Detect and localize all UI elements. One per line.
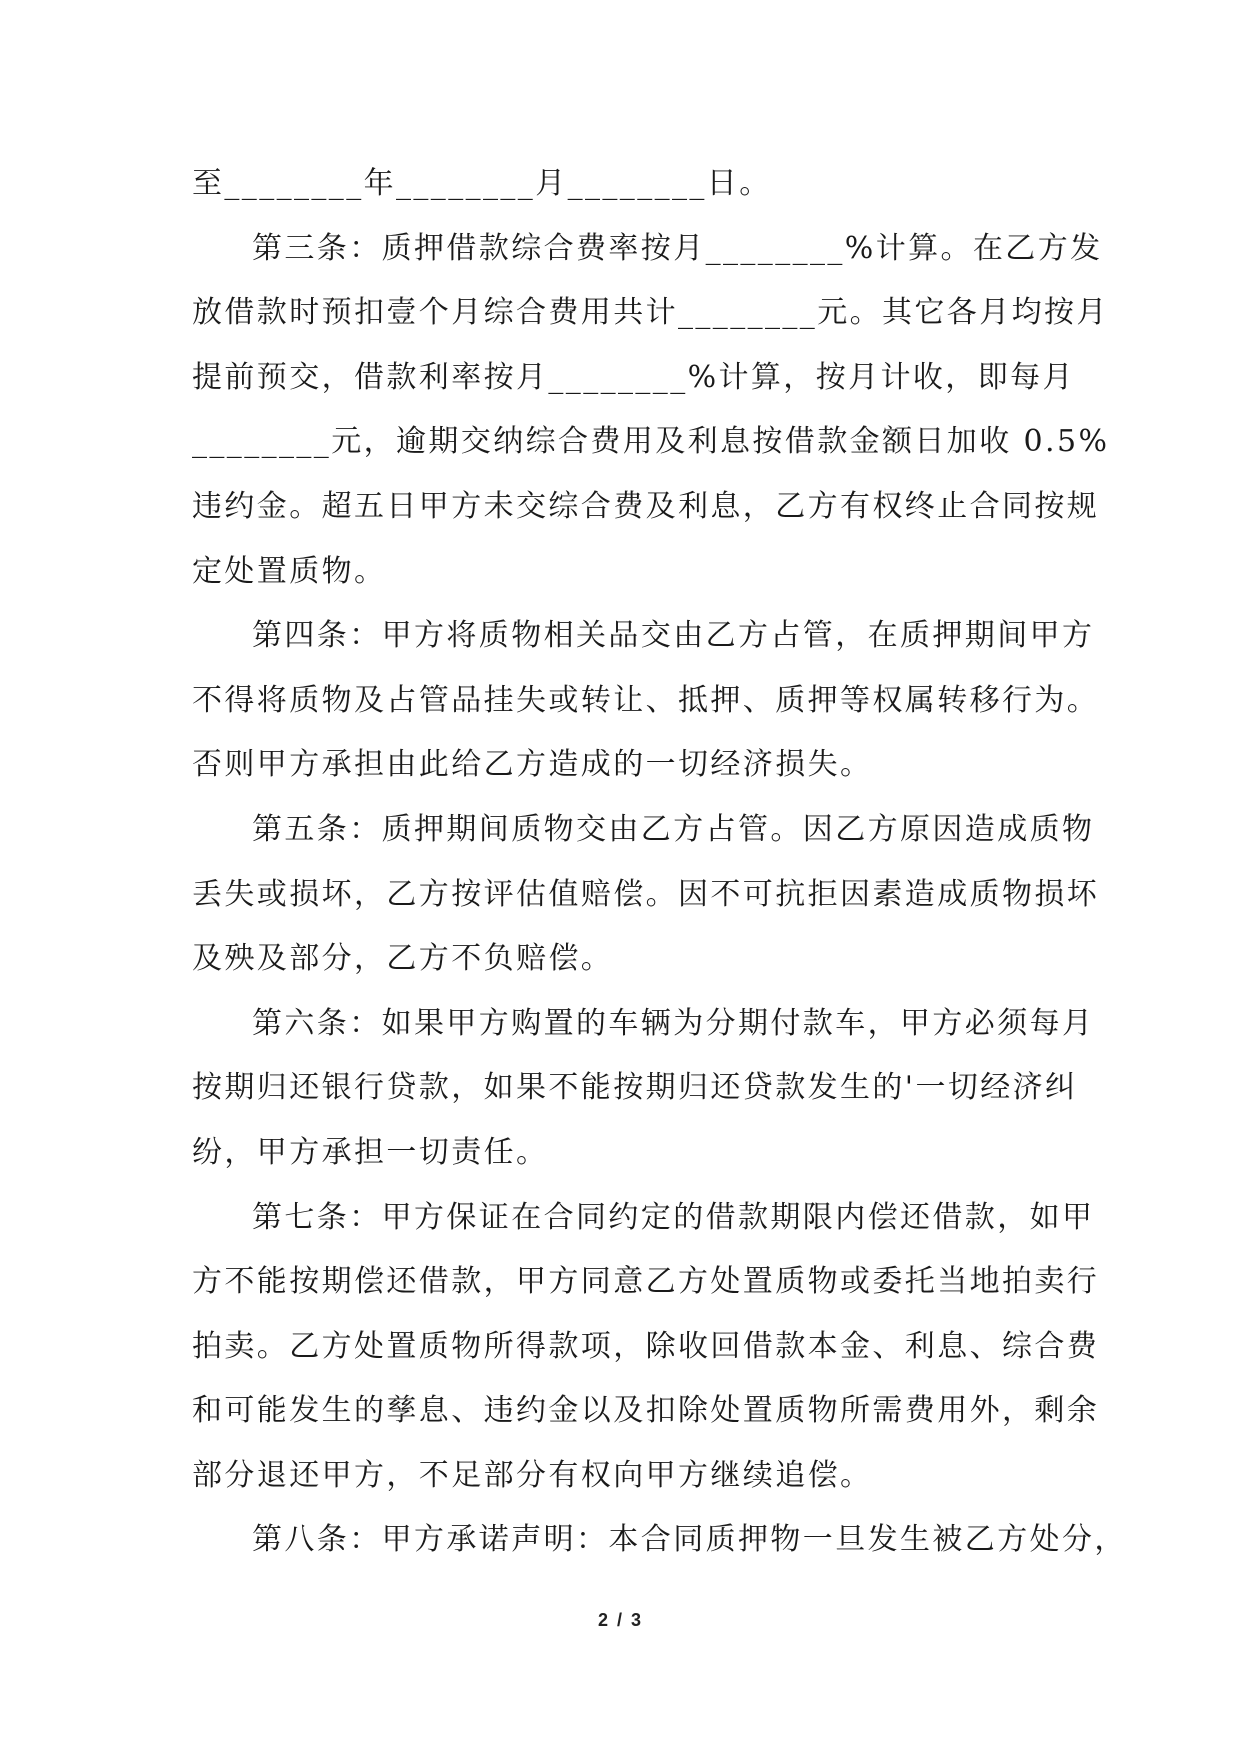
- text-line-article-8: 第八条：甲方承诺声明：本合同质押物一旦发生被乙方处分，: [252, 1522, 1127, 1558]
- text-line: 方不能按期偿还借款，甲方同意乙方处置质物或委托当地拍卖行: [192, 1264, 1100, 1300]
- text-line: 纷，甲方承担一切责任。: [192, 1134, 549, 1170]
- text-line-article-3: 第三条：质押借款综合费率按月________%计算。在乙方发: [252, 230, 1103, 266]
- text-line: 不得将质物及占管品挂失或转让、抵押、质押等权属转移行为。: [192, 682, 1100, 718]
- text-line: 违约金。超五日甲方未交综合费及利息，乙方有权终止合同按规: [192, 488, 1100, 524]
- document-body: [192, 152, 1127, 1573]
- text-line: 及殃及部分，乙方不负赔偿。: [192, 941, 614, 977]
- text-line: 部分退还甲方，不足部分有权向甲方继续追偿。: [192, 1457, 873, 1493]
- text-line: 丢失或损坏，乙方按评估值赔偿。因不可抗拒因素造成质物损坏: [192, 876, 1100, 912]
- text-line: 定处置质物。: [192, 553, 387, 589]
- text-line: 和可能发生的孳息、违约金以及扣除处置质物所需费用外，剩余: [192, 1393, 1100, 1429]
- text-line: 至________年________月________日。: [192, 166, 772, 201]
- text-line: 拍卖。乙方处置质物所得款项，除收回借款本金、利息、综合费: [192, 1328, 1100, 1364]
- text-line-article-6: 第六条：如果甲方购置的车辆为分期付款车，甲方必须每月: [252, 1005, 1095, 1041]
- text-line: ________元，逾期交纳综合费用及利息按借款金额日加收 0.5%: [192, 424, 1110, 460]
- text-line-article-5: 第五条：质押期间质物交由乙方占管。因乙方原因造成质物: [252, 811, 1095, 847]
- page-number: 2 / 3: [597, 1610, 644, 1630]
- text-line: 放借款时预扣壹个月综合费用共计________元。其它各月均按月: [192, 295, 1109, 331]
- text-line: 按期归还银行贷款，如果不能按期归还贷款发生的'一切经济纠: [192, 1070, 1078, 1106]
- text-line: 否则甲方承担由此给乙方造成的一切经济损失。: [192, 747, 873, 783]
- text-line-article-4: 第四条：甲方将质物相关品交由乙方占管，在质押期间甲方: [252, 618, 1095, 654]
- text-line-article-7: 第七条：甲方保证在合同约定的借款期限内偿还借款，如甲: [252, 1199, 1095, 1235]
- text-line: 提前预交，借款利率按月________%计算，按月计收，即每月: [192, 359, 1075, 395]
